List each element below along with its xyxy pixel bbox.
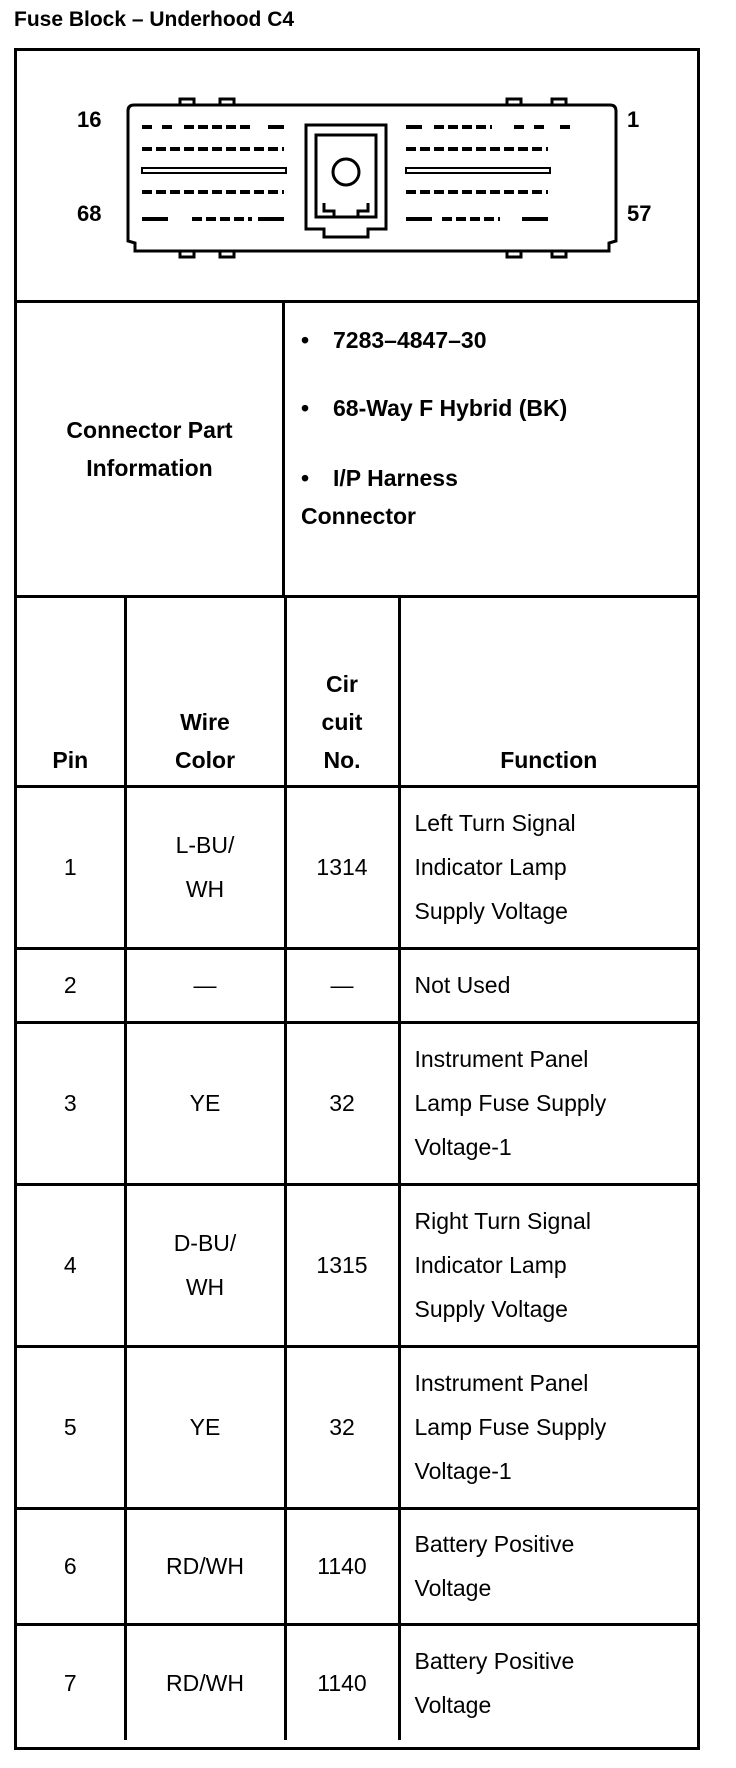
circuit-cell — [285, 1346, 399, 1508]
function-text: Supply Voltage — [414, 898, 568, 924]
function-text: Not Used — [414, 972, 511, 998]
function-text: Lamp Fuse Supply — [414, 1090, 607, 1116]
header-circuit-no — [285, 598, 399, 786]
connector-type: 68-Way F Hybrid (BK) — [333, 395, 568, 421]
pin-number: 3 — [63, 1090, 77, 1116]
part-number-item — [301, 321, 487, 359]
circuit-number: 32 — [329, 1090, 355, 1116]
connector-face-diagram — [122, 91, 622, 261]
pin-label-bottom-left: 68 — [77, 201, 102, 226]
table-row — [17, 786, 697, 948]
circuit-number: 1314 — [316, 854, 368, 880]
function-text: Voltage — [414, 1575, 492, 1601]
pin-cell — [17, 948, 125, 1022]
function-cell — [399, 1508, 697, 1624]
pin-number: 2 — [63, 972, 77, 998]
page-title: Fuse Block – Underhood C4 — [14, 8, 295, 31]
pin-number: 4 — [63, 1252, 77, 1278]
function-text: Battery Positive — [414, 1531, 575, 1557]
bullet-icon: • — [301, 395, 310, 421]
function-text: Indicator Lamp — [414, 1252, 567, 1278]
wire-color-cell — [125, 1346, 285, 1508]
header-function — [399, 598, 697, 786]
wire-color-cell — [125, 1508, 285, 1624]
circuit-number: 1140 — [317, 1553, 367, 1579]
wire-color-cell — [125, 1624, 285, 1740]
header-wire-color — [125, 598, 285, 786]
part-number: 7283–4847–30 — [333, 327, 487, 353]
part-info-label-line2: Information — [86, 455, 213, 481]
wire-color-text: D-BU/ — [173, 1230, 237, 1256]
bullet-icon: • — [301, 327, 310, 353]
circuit-cell — [285, 1624, 399, 1740]
bullet-icon: • — [301, 465, 310, 491]
circuit-number: 1315 — [316, 1252, 368, 1278]
function-text: Voltage-1 — [414, 1134, 512, 1160]
harness-item — [301, 459, 458, 535]
connector-table-frame — [14, 48, 700, 1750]
wire-color-text: L-BU/ — [175, 832, 235, 858]
wire-color-cell — [125, 1184, 285, 1346]
pin-label-top-right: 1 — [627, 107, 640, 132]
circuit-cell — [285, 1184, 399, 1346]
wire-color-text: WH — [185, 876, 225, 902]
circuit-cell — [285, 1022, 399, 1184]
pin-cell — [17, 1184, 125, 1346]
pin-label-top-left: 16 — [77, 107, 102, 132]
function-text: Supply Voltage — [414, 1296, 568, 1322]
pin-cell — [17, 1624, 125, 1740]
pin-number: 5 — [63, 1414, 77, 1440]
pin-cell — [17, 1022, 125, 1184]
connector-part-info-row — [17, 303, 697, 598]
wire-color-text: YE — [189, 1414, 221, 1440]
function-text: Right Turn Signal — [414, 1208, 591, 1234]
pin-label-bottom-right: 57 — [627, 201, 652, 226]
circuit-cell — [285, 1508, 399, 1624]
table-row — [17, 1022, 697, 1184]
harness-line1: I/P Harness — [333, 465, 458, 491]
function-text: Indicator Lamp — [414, 854, 567, 880]
table-row — [17, 1624, 697, 1740]
function-text: Voltage-1 — [414, 1458, 512, 1484]
pin-cell — [17, 1508, 125, 1624]
wire-color-text: RD/WH — [166, 1669, 244, 1696]
pin-number: 7 — [63, 1669, 77, 1696]
table-header-row — [17, 598, 697, 786]
function-cell — [399, 1346, 697, 1508]
circuit-cell — [285, 948, 399, 1022]
wire-color-cell — [125, 948, 285, 1022]
function-text: Left Turn Signal — [414, 810, 576, 836]
harness-line2: Connector — [301, 503, 416, 529]
pin-number: 1 — [63, 854, 77, 880]
function-text: Instrument Panel — [414, 1370, 589, 1396]
function-cell — [399, 1624, 697, 1740]
wire-color-text: WH — [185, 1274, 225, 1300]
circuit-number: — — [330, 972, 354, 998]
wire-color-cell — [125, 1022, 285, 1184]
header-circuit-line3: No. — [323, 746, 361, 773]
part-info-label — [17, 303, 285, 595]
wire-color-text: RD/WH — [166, 1553, 244, 1579]
function-text: Voltage — [414, 1691, 492, 1718]
function-cell — [399, 1184, 697, 1346]
table-row — [17, 948, 697, 1022]
function-cell — [399, 1022, 697, 1184]
pin-number: 6 — [63, 1553, 77, 1579]
pin-cell — [17, 1346, 125, 1508]
wire-color-text: YE — [189, 1090, 221, 1116]
connector-type-item — [301, 389, 567, 427]
table-row — [17, 1184, 697, 1346]
pin-cell — [17, 786, 125, 948]
function-cell — [399, 948, 697, 1022]
circuit-number: 32 — [329, 1414, 355, 1440]
part-info-values — [285, 303, 697, 595]
function-text: Instrument Panel — [414, 1046, 589, 1072]
function-text: Battery Positive — [414, 1647, 575, 1674]
function-text: Lamp Fuse Supply — [414, 1414, 607, 1440]
circuit-number: 1140 — [317, 1669, 367, 1696]
header-wire-color-line1: Wire — [180, 708, 230, 735]
header-pin-label: Pin — [52, 746, 89, 773]
circuit-cell — [285, 786, 399, 948]
header-wire-color-line2: Color — [174, 746, 236, 773]
wire-color-cell — [125, 786, 285, 948]
header-pin — [17, 598, 125, 786]
header-circuit-line2: cuit — [321, 708, 363, 735]
connector-diagram-panel — [17, 51, 697, 303]
table-row — [17, 1508, 697, 1624]
header-circuit-line1: Cir — [326, 670, 358, 697]
header-function-label: Function — [500, 746, 598, 773]
pinout-table — [17, 598, 697, 1740]
wire-color-text: — — [193, 972, 217, 998]
part-info-label-line1: Connector Part — [66, 417, 233, 443]
table-row — [17, 1346, 697, 1508]
function-cell — [399, 786, 697, 948]
